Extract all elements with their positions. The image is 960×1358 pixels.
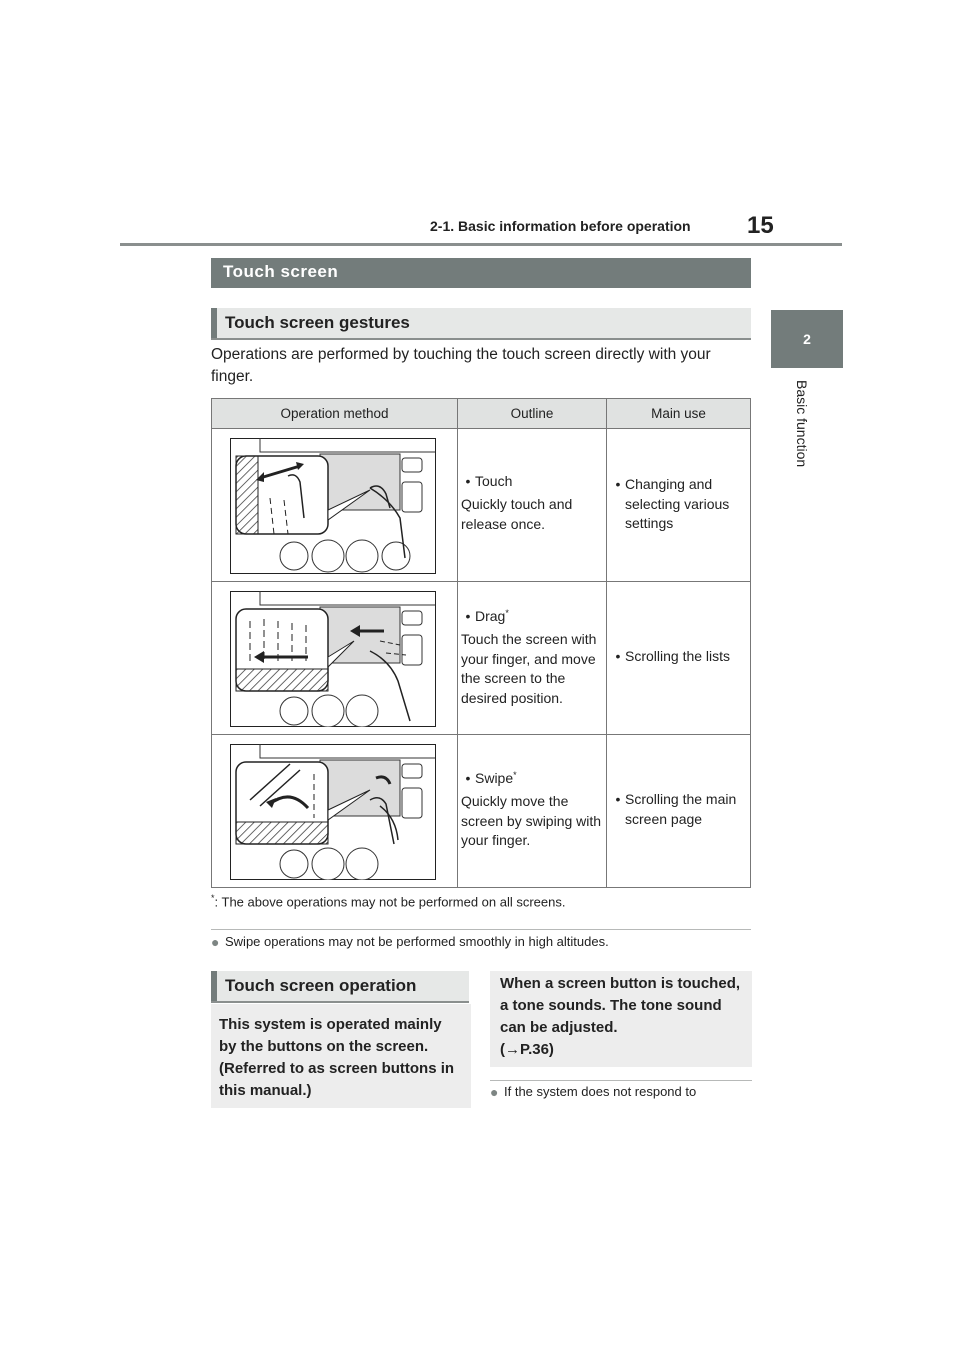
touch-illustration-cell xyxy=(212,429,458,582)
column-header: Outline xyxy=(458,399,607,429)
table-header-row xyxy=(212,399,751,429)
swipe-note xyxy=(211,934,751,950)
gesture-name: Touch xyxy=(475,473,513,489)
column-header: Operation method xyxy=(212,399,458,429)
gesture-name: Drag xyxy=(475,608,506,624)
response-note xyxy=(490,1084,752,1100)
note-bullet-icon: ● xyxy=(490,1084,499,1100)
touch-gesture-illustration xyxy=(230,438,436,574)
tone-box xyxy=(490,971,752,1067)
footnote-asterisk: * xyxy=(211,893,215,903)
header-rule xyxy=(120,243,842,246)
gesture-description: Quickly touch and release once. xyxy=(461,496,573,532)
swipe-outline-cell xyxy=(458,735,607,888)
list-item xyxy=(611,647,744,667)
gesture-description: Touch the screen with your finger, and move the screen to the desired position. xyxy=(461,631,597,706)
note-text: If the system does not respond to xyxy=(504,1084,697,1099)
bullet-dot: • xyxy=(615,476,621,492)
chapter-label: Basic function xyxy=(794,380,810,468)
operation-heading: Touch screen operation xyxy=(211,971,469,1001)
touch-outline-cell xyxy=(458,429,607,582)
gestures-heading: Touch screen gestures xyxy=(211,308,751,338)
tone-box-text: When a screen button is touched, a tone sounds. The tone sound can be adjusted. xyxy=(500,975,741,1036)
list-item xyxy=(611,475,744,534)
swipe-illustration-cell xyxy=(212,735,458,888)
section-title: Touch screen xyxy=(211,258,751,288)
list-item xyxy=(461,770,602,786)
gesture-name: Swipe xyxy=(475,770,514,786)
list-item xyxy=(611,790,744,829)
right-note-divider xyxy=(490,1080,752,1081)
page-reference-link[interactable]: (→P.36) xyxy=(500,1041,554,1058)
main-use-text: Scrolling the lists xyxy=(625,648,731,664)
note-divider xyxy=(211,929,751,930)
note-bullet-icon: ● xyxy=(211,934,220,950)
operation-box xyxy=(211,1004,471,1108)
chapter-tab: 2 xyxy=(771,310,843,368)
gestures-table xyxy=(211,398,751,888)
note-text: Swipe operations may not be performed smoothly in high altitudes. xyxy=(225,934,609,949)
drag-outline-cell xyxy=(458,582,607,735)
bullet-dot: • xyxy=(615,648,621,664)
swipe-gesture-illustration xyxy=(230,744,436,880)
gesture-description: Quickly move the screen by swiping with your finger. xyxy=(461,793,602,848)
table-row xyxy=(212,582,751,735)
column-header: Main use xyxy=(607,399,751,429)
gestures-intro: Operations are performed by touching the touch screen directly with your finger. xyxy=(211,346,711,385)
bullet-dot: • xyxy=(465,608,471,624)
table-footnote xyxy=(211,893,565,909)
gestures-heading-rule xyxy=(211,338,751,340)
bullet-dot: • xyxy=(465,770,471,786)
touch-main-use-cell xyxy=(607,429,751,582)
footnote-asterisk: * xyxy=(505,608,509,618)
operation-heading-rule xyxy=(211,1001,469,1003)
bullet-dot: • xyxy=(465,473,471,489)
swipe-main-use-cell xyxy=(607,735,751,888)
table-row xyxy=(212,429,751,582)
drag-gesture-illustration xyxy=(230,591,436,727)
drag-illustration-cell xyxy=(212,582,458,735)
main-use-text: Scrolling the main screen page xyxy=(625,791,737,827)
list-item xyxy=(461,608,602,624)
bullet-dot: • xyxy=(615,791,621,807)
running-header: 2-1. Basic information before operation xyxy=(430,218,691,234)
footnote-asterisk: * xyxy=(513,770,517,780)
table-row xyxy=(212,735,751,888)
list-item xyxy=(461,473,602,489)
main-use-text: Changing and selecting various settings xyxy=(625,476,730,531)
drag-main-use-cell xyxy=(607,582,751,735)
operation-box-text: This system is operated mainly by the buttons on the screen. (Referred to as screen buttons in this manual.) xyxy=(219,1016,455,1099)
footnote-text: : The above operations may not be performed on all screens. xyxy=(214,894,566,910)
page-number: 15 xyxy=(747,212,774,239)
